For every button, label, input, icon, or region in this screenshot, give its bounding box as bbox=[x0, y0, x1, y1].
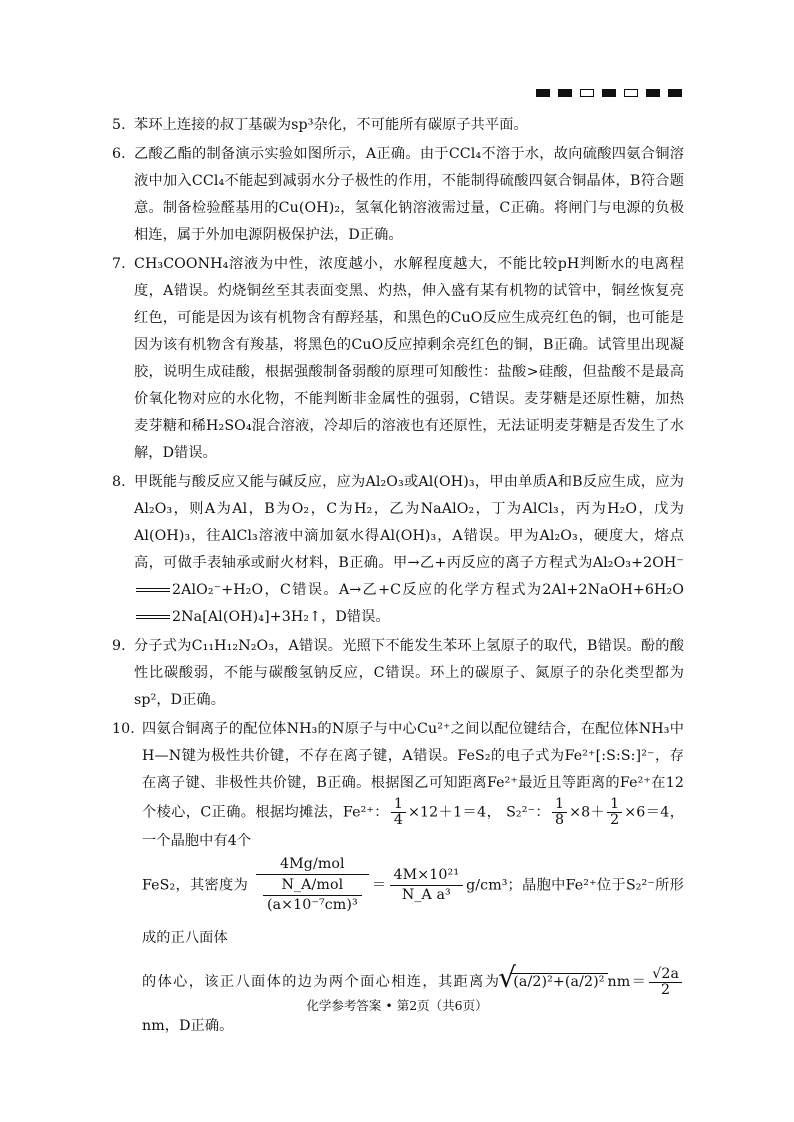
calc-s2: ×6＝4，一个晶胞中有4个 bbox=[142, 804, 684, 849]
item-number: 10. bbox=[112, 721, 135, 737]
item-number: 6. bbox=[112, 146, 126, 162]
item-text-b: 2AlO₂⁻+H₂O，C错误。A→乙+C反应的化学方程式为2Al+2NaOH+6H₂O bbox=[172, 582, 684, 598]
header-square-empty bbox=[580, 89, 594, 97]
calc-fe: ×12＋1＝4， bbox=[408, 804, 502, 821]
density-result: $\frac{\text{4M×10²¹}}{\text{N\_A a³}}$ bbox=[390, 866, 464, 905]
fraction-one-eighth: $\frac{1}{8}$ bbox=[552, 797, 567, 828]
header-square-empty bbox=[624, 89, 638, 97]
item-text-a: 四氨合铜离子的配位体NH₃的N原子与中心Cu²⁺之间以配位键结合，在配位体NH₃中H—N键为极性共价键，不存在离子键，A错误。FeS₂的电子式为Fe²⁺[:S:S:]²⁻，存在离子键、非极性共价键，B正确。根据图乙可知距离Fe²⁺最近且等距离的Fe²⁺在12个棱心，C正确。根据均摊法，Fe²⁺： bbox=[142, 721, 684, 821]
equals-sign-long bbox=[136, 615, 170, 619]
page-footer: 化学参考答案 • 第2页（共6页） bbox=[306, 998, 488, 1013]
fes2-text: FeS₂，其密度为 bbox=[142, 877, 249, 894]
item-text-a: 甲既能与酸反应又能与碱反应，应为Al₂O₃或Al(OH)₃，甲由单质A和B反应生成，应为Al₂O₃，则A为Al，B为O₂，C为H₂，乙为NaAlO₂，丁为AlCl₃，丙为H₂O，戊为Al(OH)₃，往AlCl₃溶液中滴加氨水得Al(OH)₃，A错误。甲为Al₂O₃，硬度大，熔点高，可做手表轴承或耐火材料，B正确。甲→乙+丙反应的离子方程式为Al₂O₃+2OH⁻ bbox=[134, 474, 684, 571]
header-square-filled bbox=[668, 89, 682, 97]
answer-content bbox=[112, 112, 684, 1048]
item-number: 5. bbox=[112, 117, 126, 133]
fraction-one-half: $\frac{1}{2}$ bbox=[607, 797, 622, 828]
item-number: 9. bbox=[112, 638, 126, 654]
header-square-filled bbox=[536, 89, 550, 97]
answer-item-8 bbox=[112, 469, 684, 631]
answer-item-6 bbox=[112, 141, 684, 249]
density-sub-fraction: $\frac{\text{N\_A/mol}}{\text{(a×10⁻⁷cm)³}}$ bbox=[263, 876, 362, 915]
header-square-filled bbox=[558, 89, 572, 97]
item-text: 乙酸乙酯的制备演示实验如图所示，A正确。由于CCl₄不溶于水，故向硫酸四氨合铜溶液中加入CCl₄不能起到减弱水分子极性的作用，不能制得硫酸四氨合铜晶体，B符合题意。制备检验醛基用的Cu(OH)₂，氢氧化钠溶液需过量，C正确。将闸门与电源的负极相连，属于外加电源阴极保护法，D正确。 bbox=[134, 146, 684, 243]
end-text-c: nm，D正确。 bbox=[142, 1018, 234, 1034]
calc-s: ×8＋ bbox=[569, 804, 606, 821]
header-squares bbox=[536, 89, 682, 97]
end-text-b: nm＝ bbox=[607, 974, 648, 990]
item-text-c: 2Na[Al(OH)₄]+3H₂↑，D错误。 bbox=[172, 609, 390, 625]
distance-result: $\frac{√2a}{2}$ bbox=[649, 967, 682, 998]
equals-sign-long bbox=[136, 588, 170, 592]
item-text: 分子式为C₁₁H₁₂N₂O₃，A错误。光照下不能发生苯环上氢原子的取代，B错误。酚的酸性比碳酸弱，不能与碳酸氢钠反应，C错误。环上的碳原子、氮原子的杂化类型都为sp²，D正确。 bbox=[134, 638, 684, 708]
sqrt-expression: √ (a/2)²+(a/2)² bbox=[510, 973, 607, 991]
header-square-filled bbox=[602, 89, 616, 97]
item-text: 苯环上连接的叔丁基碳为sp³杂化，不可能所有碳原子共平面。 bbox=[134, 117, 528, 133]
s2-label: S₂²⁻： bbox=[506, 804, 550, 821]
density-fraction: $\frac{\text{4Mg/mol}}{\frac{\text{N\_A/mol}}{\text{(a×10⁻⁷cm)³}}}$ bbox=[256, 855, 369, 916]
density-unit: g/cm³；晶胞中Fe²⁺位于S₂²⁻所形成的正八面体 bbox=[142, 877, 684, 946]
item-text: CH₃COONH₄溶液为中性，浓度越小，水解程度越大，不能比较pH判断水的电离程度，A错误。灼烧铜丝至其表面变黑、灼热，伸入盛有某有机物的试管中，铜丝恢复亮红色，可能是因为该有机物含有醇羟基，和黑色的CuO反应生成亮红色的铜，也可能是因为该有机物含有羧基，将黑色的CuO反应掉剩余亮红色的铜，B正确。试管里出现凝胶，说明生成硅酸，根据强酸制备弱酸的原理可知酸性：盐酸>硅酸，但盐酸不是最高价氧化物对应的水化物，不能判断非金属性的强弱，C错误。麦芽糖是还原性糖，加热麦芽糖和稀H₂SO₄混合溶液，冷却后的溶液也有还原性，无法证明麦芽糖是否发生了水解，D错误。 bbox=[134, 256, 684, 461]
header-square-filled bbox=[646, 89, 660, 97]
answer-item-7 bbox=[112, 251, 684, 467]
item-number: 7. bbox=[112, 256, 126, 272]
answer-item-5 bbox=[112, 112, 684, 139]
fraction-one-quarter: $\frac{1}{4}$ bbox=[391, 797, 406, 828]
answer-item-9 bbox=[112, 633, 684, 714]
end-text-a: 的体心，该正八面体的边为两个面心相连，其距离为 bbox=[142, 974, 501, 990]
density-line: FeS₂，其密度为 $\frac{\text{4Mg/mol}}{\frac{\text{N\_A/mol}}{\text{(a×10⁻⁷cm)³}}}$ ＝ $\frac{\text{4M×10²¹}}{\text{N\_A a³}}$ g/cm³；晶胞中Fe²⁺位于S₂²⁻所形成的正八面体 bbox=[142, 856, 684, 946]
item-number: 8. bbox=[112, 474, 126, 490]
